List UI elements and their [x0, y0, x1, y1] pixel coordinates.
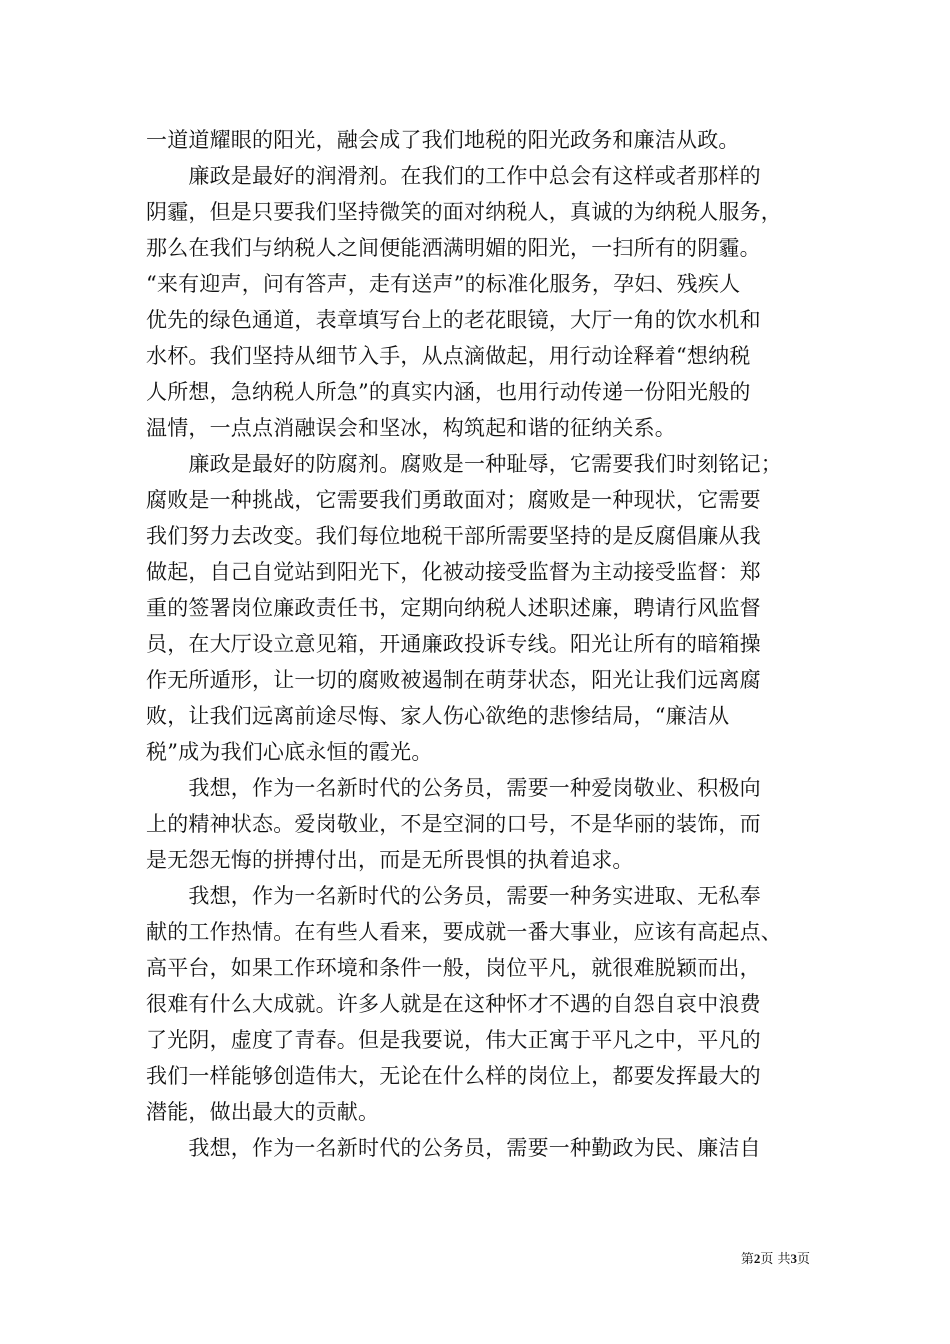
text-line: 廉政是最好的防腐剂。腐败是一种耻辱，它需要我们时刻铭记；: [146, 452, 782, 476]
text-line: 作无所遁形，让一切的腐败被遏制在萌芽状态，阳光让我们远离腐: [146, 668, 761, 692]
text-line: 温情，一点点消融误会和坚冰，构筑起和谐的征纳关系。: [146, 416, 676, 440]
text-line: 水杯。我们坚持从细节入手，从点滴做起，用行动诠释着“想纳税: [146, 344, 751, 368]
text-line: 潜能，做出最大的贡献。: [146, 1100, 380, 1124]
text-line: 腐败是一种挑战，它需要我们勇敢面对；腐败是一种现状，它需要: [146, 488, 761, 512]
text-line: 我们一样能够创造伟大，无论在什么样的岗位上，都要发挥最大的: [146, 1064, 761, 1088]
text-line: 我想，作为一名新时代的公务员，需要一种爱岗敬业、积极向: [146, 776, 761, 800]
text-line: “来有迎声，问有答声，走有送声”的标准化服务，孕妇、残疾人: [146, 272, 741, 296]
text-line: 是无怨无悔的拼搏付出，而是无所畏惧的执着追求。: [146, 848, 634, 872]
text-line: 败，让我们远离前途尽悔、家人伤心欲绝的悲惨结局，“廉洁从: [146, 704, 730, 728]
text-line: 优先的绿色通道，表章填写台上的老花眼镜，大厅一角的饮水机和: [146, 308, 761, 332]
text-line: 献的工作热情。在有些人看来，要成就一番大事业，应该有高起点、: [146, 920, 782, 944]
text-line: 我们努力去改变。我们每位地税干部所需要坚持的是反腐倡廉从我: [146, 524, 761, 548]
total-page-number: 3: [790, 1251, 797, 1266]
text-line: 人所想，急纳税人所急”的真实内涵，也用行动传递一份阳光般的: [146, 380, 751, 404]
current-page-number: 2: [753, 1251, 761, 1266]
text-line: 那么在我们与纳税人之间便能洒满明媚的阳光，一扫所有的阴霾。: [146, 236, 761, 260]
text-line: 做起，自己自觉站到阳光下，化被动接受监督为主动接受监督：郑: [146, 560, 761, 584]
text-line: 很难有什么大成就。许多人就是在这种怀才不遇的自怨自哀中浪费: [146, 992, 761, 1016]
text-line: 了光阴，虚度了青春。但是我要说，伟大正寓于平凡之中，平凡的: [146, 1028, 761, 1052]
text-line: 上的精神状态。爱岗敬业，不是空洞的口号，不是华丽的装饰，而: [146, 812, 761, 836]
page-number-footer: [741, 1250, 810, 1269]
footer-suffix: 页: [796, 1252, 810, 1267]
text-line: 廉政是最好的润滑剂。在我们的工作中总会有这样或者那样的: [146, 164, 761, 188]
text-line: 重的签署岗位廉政责任书，定期向纳税人述职述廉，聘请行风监督: [146, 596, 761, 620]
text-line: 阴霾，但是只要我们坚持微笑的面对纳税人，真诚的为纳税人服务，: [146, 200, 782, 224]
text-line: 员，在大厅设立意见箱，开通廉政投诉专线。阳光让所有的暗箱操: [146, 632, 761, 656]
text-line: 高平台，如果工作环境和条件一般，岗位平凡，就很难脱颖而出，: [146, 956, 761, 980]
text-line: 一道道耀眼的阳光，融会成了我们地税的阳光政务和廉洁从政。: [146, 128, 740, 152]
text-line: 税”成为我们心底永恒的霞光。: [146, 740, 433, 764]
footer-prefix: 第: [740, 1252, 754, 1267]
text-line: 我想，作为一名新时代的公务员，需要一种勤政为民、廉洁自: [146, 1136, 761, 1160]
footer-middle: 页 共: [760, 1252, 791, 1267]
text-line: 我想，作为一名新时代的公务员，需要一种务实进取、无私奉: [146, 884, 761, 908]
